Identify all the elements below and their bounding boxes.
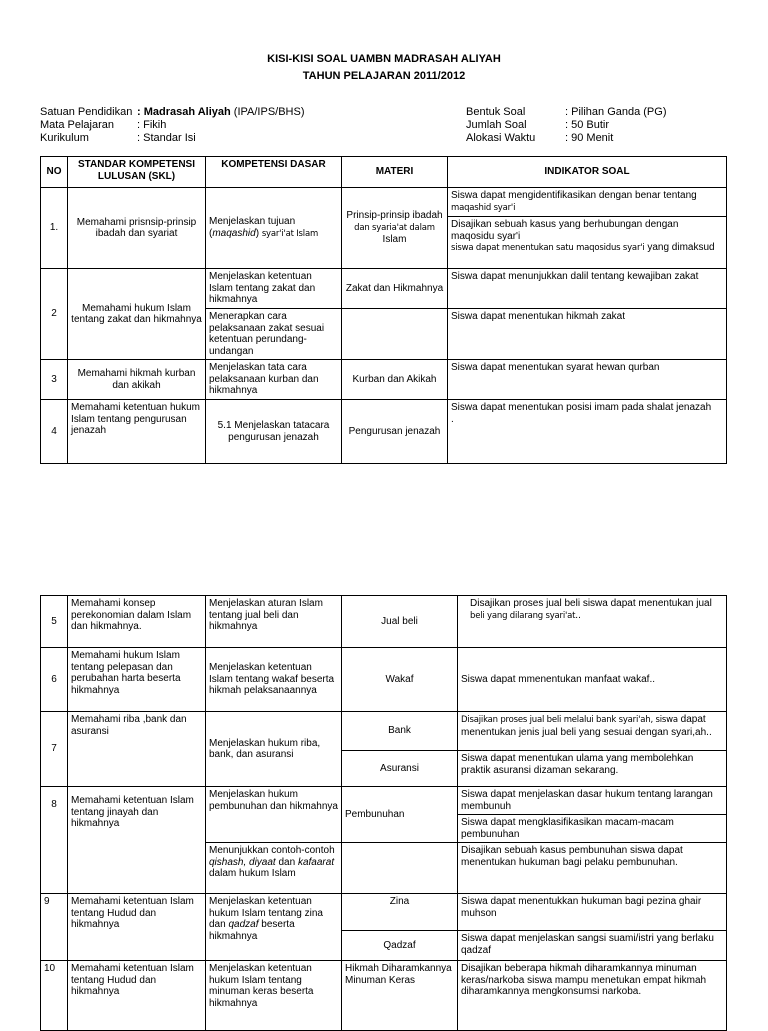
row-number: 9 bbox=[41, 894, 68, 961]
column-header-skl: STANDAR KOMPETENSI LULUSAN (SKL) bbox=[68, 157, 206, 188]
table-row bbox=[41, 400, 727, 464]
table-header-row bbox=[41, 157, 727, 188]
meta-label: Alokasi Waktu bbox=[466, 132, 536, 144]
document-subtitle: TAHUN PELAJARAN 2011/2012 bbox=[302, 70, 466, 82]
table-row bbox=[41, 961, 727, 1031]
indikator-cell: Disajikan proses jual beli siswa dapat menentukan jual beli yang dilarang syari'at.. bbox=[458, 596, 727, 648]
kd-cell: 5.1 Menjelaskan tatacara pengurusan jenazah bbox=[206, 400, 342, 464]
materi-cell: Jual beli bbox=[342, 596, 458, 648]
meta-row-alokasi bbox=[466, 132, 667, 145]
indikator-cell: Siswa dapat menentukan syarat hewan qurban bbox=[448, 360, 727, 400]
materi-cell: Pembunuhan bbox=[342, 787, 458, 843]
document-title: KISI-KISI SOAL UAMBN MADRASAH ALIYAH bbox=[267, 53, 501, 65]
row-number: 10 bbox=[41, 961, 68, 1031]
skl-cell: Memahami ketentuan Islam tentang Hudud dan hikmahnya bbox=[68, 961, 206, 1031]
skl-cell: Memahami prisnsip-prinsip ibadah dan syariat bbox=[68, 188, 206, 269]
meta-value: : Madrasah Aliyah (IPA/IPS/BHS) bbox=[137, 106, 305, 118]
skl-cell: Memahami hukum Islam tentang pelepasan dan perubahan harta beserta hikmahnya bbox=[68, 648, 206, 712]
row-number: 3 bbox=[41, 360, 68, 400]
materi-cell: Wakaf bbox=[342, 648, 458, 712]
meta-row-satuan bbox=[40, 106, 305, 119]
meta-label: Kurikulum bbox=[40, 132, 89, 144]
row-number: 7 bbox=[41, 712, 68, 787]
column-header-materi: MATERI bbox=[342, 157, 448, 188]
meta-label: Mata Pelajaran bbox=[40, 119, 114, 131]
indikator-cell: Siswa dapat menentukan posisi imam pada shalat jenazah . bbox=[448, 400, 727, 464]
column-header-no: NO bbox=[41, 157, 68, 188]
meta-value: : 50 Butir bbox=[565, 119, 610, 131]
skl-cell: Memahami ketentuan Islam tentang Hudud dan hikmahnya bbox=[68, 894, 206, 961]
skl-cell: Memahami konsep perekonomian dalam Islam dan hikmahnya. bbox=[68, 596, 206, 648]
indikator-cell: Siswa dapat mmenentukan manfaat wakaf.. bbox=[458, 648, 727, 712]
kd-cell: Menunjukkan contoh-contoh qishash, diyaat dan kafaarat dalam hukum Islam bbox=[206, 843, 342, 894]
skl-cell: Memahami hukum Islam tentang zakat dan hikmahnya bbox=[68, 269, 206, 360]
kd-cell: Menjelaskan hukum pembunuhan dan hikmahnya bbox=[206, 787, 342, 843]
meta-label: Jumlah Soal bbox=[466, 119, 527, 131]
materi-cell: Bank bbox=[342, 712, 458, 751]
materi-cell: Zina bbox=[342, 894, 458, 931]
row-number: 8 bbox=[41, 787, 68, 894]
table-row bbox=[41, 596, 727, 648]
meta-row-mapel bbox=[40, 119, 305, 132]
table-row bbox=[41, 360, 727, 400]
indikator-cell: Siswa dapat menjelaskan dasar hukum tentang larangan membunuh bbox=[458, 787, 727, 815]
meta-info-right bbox=[466, 106, 667, 145]
table-row bbox=[41, 712, 727, 751]
column-header-kd: KOMPETENSI DASAR bbox=[206, 157, 342, 188]
kisi-kisi-table-part-2 bbox=[40, 595, 727, 1031]
table-row bbox=[41, 269, 727, 309]
indikator-cell: Disajikan sebuah kasus yang berhubungan dengan maqosidu syar'i siswa dapat menentukan satu maqosidus syar'i yang dimaksud bbox=[448, 217, 727, 269]
indikator-cell: Siswa dapat mengklasifikasikan macam-macam pembunuhan bbox=[458, 815, 727, 843]
row-number: 2 bbox=[41, 269, 68, 360]
meta-value: : Fikih bbox=[137, 119, 167, 131]
indikator-cell: Siswa dapat mengidentifikasikan dengan benar tentang maqashid syar'i bbox=[448, 188, 727, 217]
kd-cell: Menjelaskan tujuan (maqashid) syar'i'at Islam bbox=[206, 188, 342, 269]
skl-cell: Memahami ketentuan Islam tentang jinayah dan hikmahnya bbox=[68, 787, 206, 894]
indikator-cell: Siswa dapat menentukkan hukuman bagi pezina ghair muhson bbox=[458, 894, 727, 931]
skl-cell: Memahami ketentuan hukum Islam tentang pengurusan jenazah bbox=[68, 400, 206, 464]
indikator-cell: Disajikan proses jual beli melalui bank syari'ah, siswa dapat menentukan jenis jual beli yang sesuai dengan syari,ah.. bbox=[458, 712, 727, 751]
skl-cell: Memahami riba ,bank dan asuransi bbox=[68, 712, 206, 787]
table-row bbox=[41, 648, 727, 712]
materi-cell: Pengurusan jenazah bbox=[342, 400, 448, 464]
table-row bbox=[41, 188, 727, 217]
kd-cell: Menjelaskan ketentuan Islam tentang zakat dan hikmahnya bbox=[206, 269, 342, 309]
indikator-cell: Siswa dapat menentukan hikmah zakat bbox=[448, 309, 727, 360]
skl-cell: Memahami hikmah kurban dan akikah bbox=[68, 360, 206, 400]
materi-cell: Kurban dan Akikah bbox=[342, 360, 448, 400]
meta-label: Satuan Pendidikan bbox=[40, 106, 133, 118]
materi-cell-empty bbox=[342, 843, 458, 894]
kd-cell: Menjelaskan hukum riba, bank, dan asuransi bbox=[206, 712, 342, 787]
meta-row-jumlah bbox=[466, 119, 667, 132]
indikator-cell: Siswa dapat menjelaskan sangsi suami/istri yang berlaku qadzaf bbox=[458, 931, 727, 961]
kd-cell: Menerapkan cara pelaksanaan zakat sesuai ketentuan perundang-undangan bbox=[206, 309, 342, 360]
materi-cell: Hikmah Diharamkannya Minuman Keras bbox=[342, 961, 458, 1031]
table-row bbox=[41, 787, 727, 815]
meta-row-kurikulum bbox=[40, 132, 305, 145]
meta-label: Bentuk Soal bbox=[466, 106, 526, 118]
kd-cell: Menjelaskan ketentuan hukum Islam tentang minuman keras beserta hikmahnya bbox=[206, 961, 342, 1031]
meta-value: : 90 Menit bbox=[565, 132, 614, 144]
meta-info-left bbox=[40, 106, 305, 145]
kd-cell: Menjelaskan ketentuan hukum Islam tentang zina dan qadzaf beserta hikmahnya bbox=[206, 894, 342, 961]
meta-value: : Standar Isi bbox=[137, 132, 196, 144]
row-number: 5 bbox=[41, 596, 68, 648]
kd-cell: Menjelaskan aturan Islam tentang jual beli dan hikmahnya bbox=[206, 596, 342, 648]
indikator-cell: Siswa dapat menentukan ulama yang membolehkan praktik asuransi dizaman sekarang. bbox=[458, 751, 727, 787]
meta-row-bentuk bbox=[466, 106, 667, 119]
kd-cell: Menjelaskan tata cara pelaksanaan kurban dan hikmahnya bbox=[206, 360, 342, 400]
row-number: 4 bbox=[41, 400, 68, 464]
column-header-indikator: INDIKATOR SOAL bbox=[448, 157, 727, 188]
materi-cell: Asuransi bbox=[342, 751, 458, 787]
meta-value: : Pilihan Ganda (PG) bbox=[565, 106, 667, 118]
materi-cell-empty bbox=[342, 309, 448, 360]
indikator-cell: Disajikan beberapa hikmah diharamkannya minuman keras/narkoba siswa mampu menetukan empat hikmah diharamkannya mengkonsumsi narkoba. bbox=[458, 961, 727, 1031]
row-number: 6 bbox=[41, 648, 68, 712]
indikator-cell: Siswa dapat menunjukkan dalil tentang kewajiban zakat bbox=[448, 269, 727, 309]
materi-cell: Qadzaf bbox=[342, 931, 458, 961]
kisi-kisi-table-part-1 bbox=[40, 156, 727, 464]
materi-cell: Prinsip-prinsip ibadah dan syaria'at dalam Islam bbox=[342, 188, 448, 269]
indikator-cell: Disajikan sebuah kasus pembunuhan siswa dapat menentukan hukuman bagi pelaku pembunuhan. bbox=[458, 843, 727, 894]
table-row bbox=[41, 894, 727, 931]
materi-cell: Zakat dan Hikmahnya bbox=[342, 269, 448, 309]
row-number: 1. bbox=[41, 188, 68, 269]
kd-cell: Menjelaskan ketentuan Islam tentang wakaf beserta hikmah pelaksanaannya bbox=[206, 648, 342, 712]
